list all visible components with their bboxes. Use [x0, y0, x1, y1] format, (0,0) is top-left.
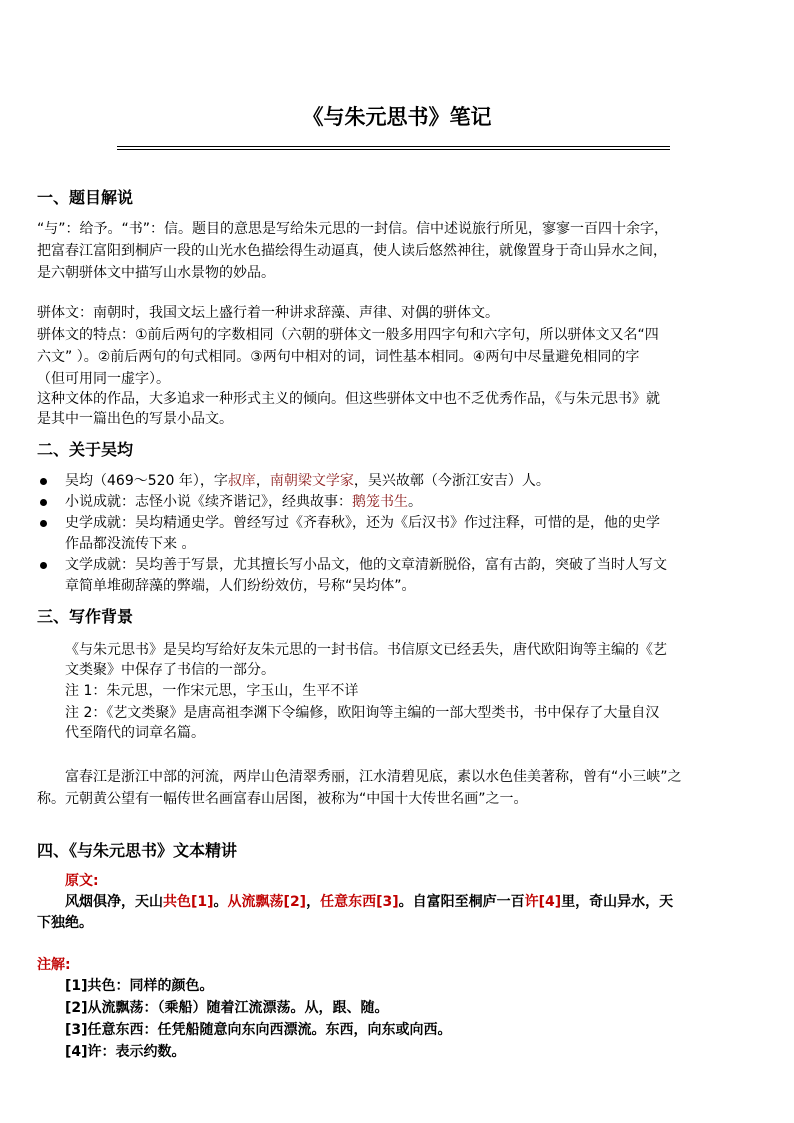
bullet-icon: [40, 478, 47, 485]
section-2-heading: 二、关于吴均: [37, 440, 134, 459]
s1-para2-line2: 骈体文的特点：①前后两句的字数相同（六朝的骈体文一般多用四字句和六字句，所以骈体文又名“四: [37, 327, 659, 343]
bullet-icon: [40, 562, 47, 569]
bullet-icon: [40, 499, 47, 506]
annotated-term-2: 从流飘荡[2]: [227, 894, 307, 910]
original-text-line1: 风烟俱净，天山共色[1]。从流飘荡[2]，任意东西[3]。自富阳至桐庐一百许[4]里，奇山异水，天: [65, 894, 674, 910]
s3-para1-line1: 《与朱元思书》是吴均写给好友朱元思的一封书信。书信原文已经丢失，唐代欧阳询等主编的《艺: [65, 642, 667, 658]
annotated-term-4: 许[4]: [524, 894, 562, 910]
bullet-wujun-intro: 吴均（469～520 年），字叔庠，南朝梁文学家，吴兴故鄣（今浙江安吉）人。: [65, 473, 550, 489]
note-item-4: [4]许：表示约数。: [65, 1044, 186, 1060]
section-4-heading: 四、《与朱元思书》文本精讲: [37, 841, 238, 860]
page-title: 《与朱元思书》笔记: [302, 105, 492, 129]
annotated-term-1: 共色[1]: [163, 894, 214, 910]
s1-para1-line3: 是六朝骈体文中描写山水景物的妙品。: [37, 265, 275, 281]
title-divider-bottom: [117, 149, 670, 150]
s1-para2-line1: 骈体文：南朝时，我国文坛上盛行着一种讲求辞藻、声律、对偶的骈体文。: [37, 305, 499, 321]
section-3-heading: 三、写作背景: [37, 607, 134, 626]
original-text-label: 原文:: [65, 873, 99, 889]
s3-para2-line2: 称。元朝黄公望有一幅传世名画富春山居图，被称为“中国十大传世名画”之一。: [37, 791, 528, 807]
s1-para2-line3: 六文” ）。②前后两句的句式相同。③两句中相对的词，词性基本相同。④两句中尽量避免相同的字: [37, 349, 640, 365]
bullet-literature-line1: 文学成就：吴均善于写景，尤其擅长写小品文，他的文章清新脱俗，富有古韵，突破了当时人写文: [65, 557, 667, 573]
s3-para1-line2: 文类聚》中保存了书信的一部分。: [65, 662, 275, 678]
s1-para1-line1: “与”：给予。“书”：信。题目的意思是写给朱元思的一封信。信中述说旅行所见，寥寥一百四十余字，: [37, 221, 669, 237]
story-name: 鹅笼书生: [352, 494, 408, 510]
dynasty-label: 南朝梁文学家: [269, 473, 354, 489]
title-divider-top: [117, 146, 670, 147]
bullet-history-line1: 史学成就：吴均精通史学。曾经写过《齐春秋》，还为《后汉书》作过注释，可惜的是，他的史学: [65, 515, 660, 531]
courtesy-name: 叔庠: [227, 473, 256, 489]
s1-para1-line2: 把富春江富阳到桐庐一段的山光水色描绘得生动逼真，使人读后悠然神往，就像置身于奇山异水之间，: [37, 243, 667, 259]
bullet-icon: [40, 520, 47, 527]
notes-label: 注解:: [37, 957, 71, 973]
note-item-2: [2]从流飘荡：（乘船）随着江流漂荡。从，跟、随。: [65, 1000, 389, 1016]
annotated-term-3: 任意东西[3]: [320, 894, 399, 910]
s3-note2-line2: 代至隋代的词章名篇。: [65, 725, 205, 741]
note-item-3: [3]任意东西：任凭船随意向东向西漂流。东西，向东或向西。: [65, 1022, 452, 1038]
s3-note2-line1: 注 2：《艺文类聚》是唐高祖李渊下令编修，欧阳询等主编的一部大型类书，书中保存了大量自汉: [65, 705, 660, 721]
section-1-heading: 一、题目解说: [37, 188, 134, 207]
s1-para2-line5: 这种文体的作品，大多追求一种形式主义的倾向。但这些骈体文中也不乏优秀作品，《与朱元思书》就: [37, 391, 660, 407]
s3-para2-line1: 富春江是浙江中部的河流，两岸山色清翠秀丽，江水清碧见底，素以水色佳美著称，曾有“小三峡”之: [65, 769, 682, 785]
bullet-history-line2: 作品都没流传下来 。: [65, 536, 196, 552]
note-item-1: [1]共色：同样的颜色。: [65, 978, 214, 994]
s3-note1: 注 1：朱元思，一作宋元思，字玉山，生平不详: [65, 683, 359, 699]
bullet-novel: 小说成就：志怪小说《续齐谐记》，经典故事：鹅笼书生。: [65, 494, 422, 510]
s1-para2-line6: 是其中一篇出色的写景小品文。: [37, 411, 233, 427]
original-text-line2: 下独绝。: [37, 915, 93, 931]
bullet-literature-line2: 章简单堆砌辞藻的弊端，人们纷纷效仿，号称“吴均体”。: [65, 578, 416, 594]
s1-para2-line4: （但可用同一虚字）。: [37, 371, 170, 387]
